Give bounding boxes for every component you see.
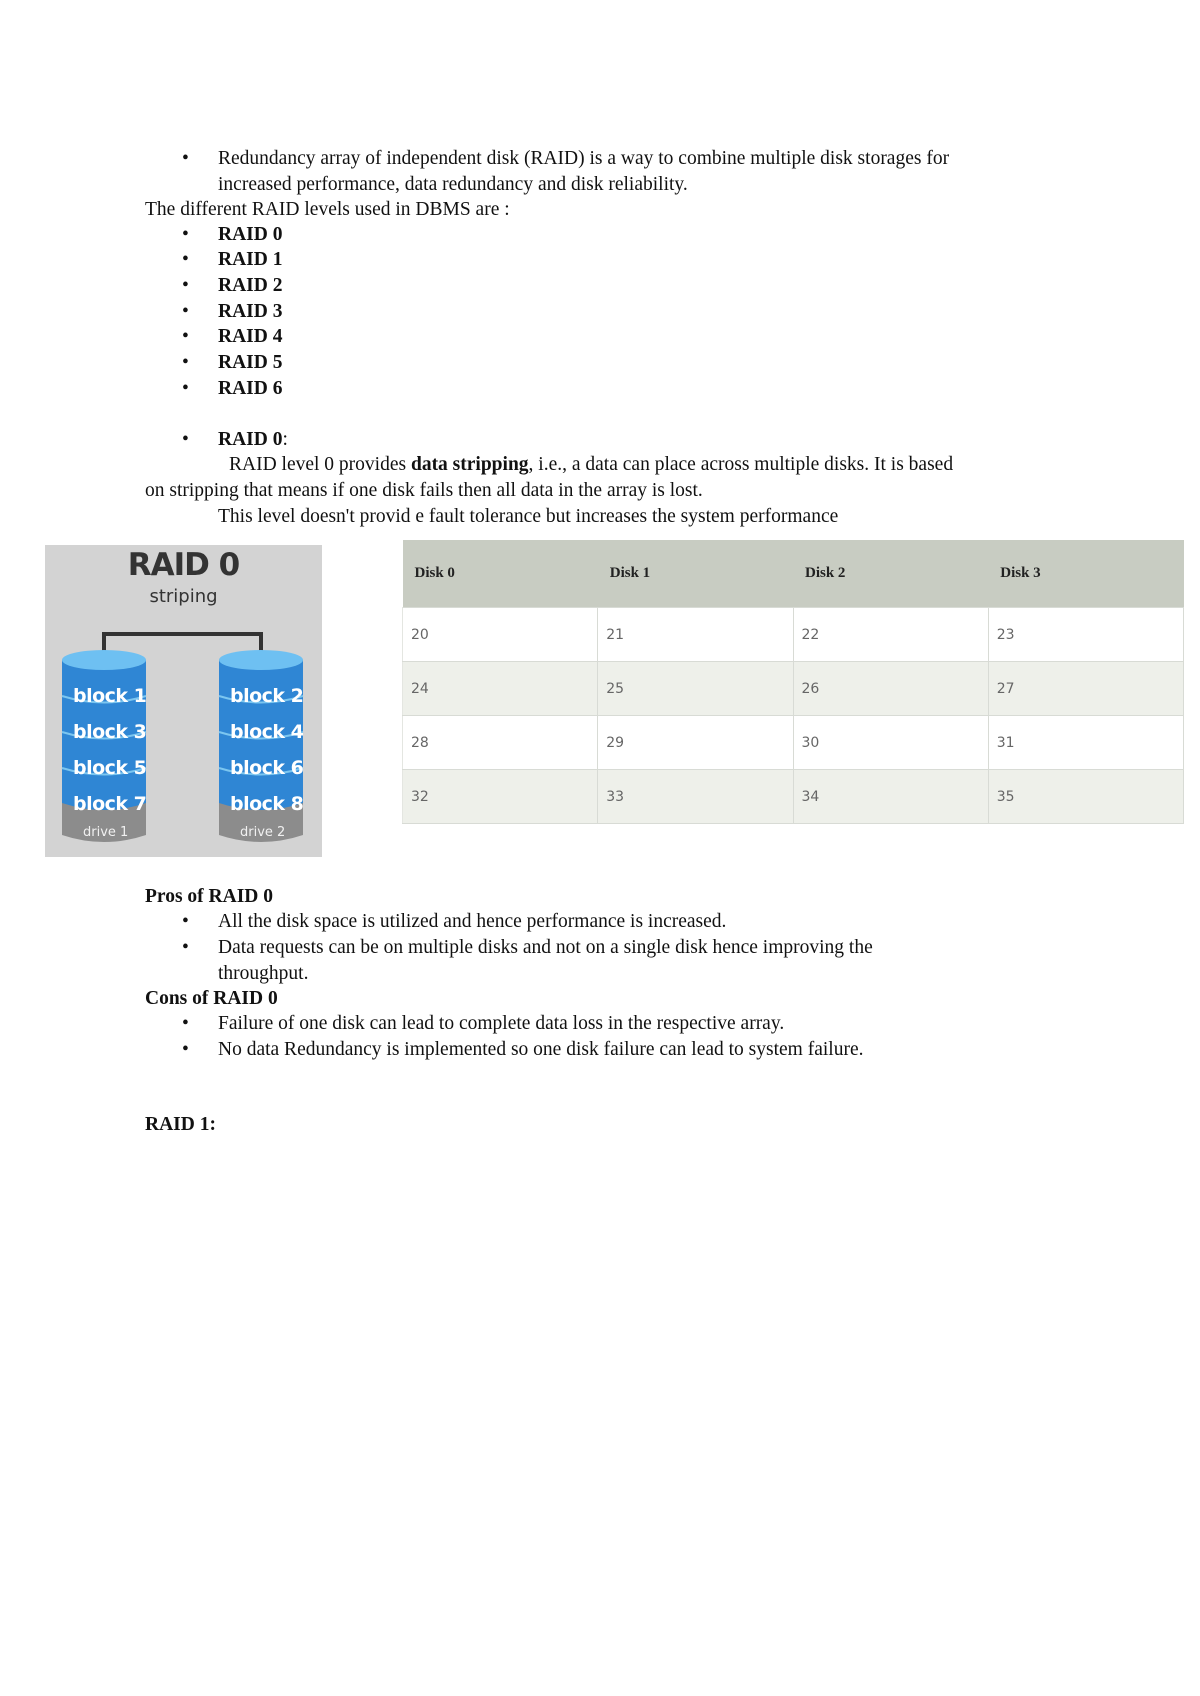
table-header: Disk 3 bbox=[988, 540, 1183, 608]
bullet-dot: • bbox=[182, 429, 189, 450]
table-cell: 29 bbox=[598, 716, 793, 770]
drive2-block-label: block 4 bbox=[230, 721, 304, 743]
table-row bbox=[403, 608, 1184, 662]
cons-item: Failure of one disk can lead to complete data loss in the respective array. bbox=[218, 1013, 785, 1034]
table-cell: 32 bbox=[403, 770, 598, 824]
raid1-heading: RAID 1: bbox=[145, 1114, 216, 1135]
drive1-block-label: block 5 bbox=[73, 757, 147, 779]
drive1-block-label: block 1 bbox=[73, 685, 147, 707]
intro-bullet-line2: increased performance, data redundancy and disk reliability. bbox=[218, 174, 688, 195]
table-header: Disk 2 bbox=[793, 540, 988, 608]
level-item: RAID 4 bbox=[218, 326, 283, 347]
bullet-dot: • bbox=[182, 911, 189, 932]
bullet-dot: • bbox=[182, 378, 189, 399]
drive2-block-label: block 8 bbox=[230, 793, 304, 815]
bullet-dot: • bbox=[182, 301, 189, 322]
level-item: RAID 2 bbox=[218, 275, 283, 296]
bullet-dot: • bbox=[182, 937, 189, 958]
table-cell: 26 bbox=[793, 662, 988, 716]
table-cell: 34 bbox=[793, 770, 988, 824]
drive1-block-label: block 7 bbox=[73, 793, 147, 815]
drive1-label: drive 1 bbox=[83, 825, 129, 840]
raid0-striping-figure bbox=[45, 545, 322, 857]
table-row bbox=[403, 770, 1184, 824]
drive2-block-label: block 6 bbox=[230, 757, 304, 779]
levels-intro: The different RAID levels used in DBMS are : bbox=[145, 199, 510, 220]
disk-striping-table bbox=[402, 540, 1184, 824]
level-item: RAID 6 bbox=[218, 378, 283, 399]
level-item: RAID 0 bbox=[218, 224, 283, 245]
raid0-desc-line1 bbox=[229, 452, 953, 478]
pros-item-line1: Data requests can be on multiple disks and not on a single disk hence improving the bbox=[218, 937, 873, 958]
drive2-label: drive 2 bbox=[240, 825, 286, 840]
pros-item-line2: throughput. bbox=[218, 963, 309, 984]
bullet-dot: • bbox=[182, 326, 189, 347]
figure-subtitle: striping bbox=[149, 586, 218, 607]
table-cell: 27 bbox=[988, 662, 1183, 716]
raid0-heading-text: RAID 0 bbox=[218, 429, 283, 450]
level-item: RAID 5 bbox=[218, 352, 283, 373]
raid0-desc-bold: data stripping bbox=[410, 454, 529, 475]
bullet-dot: • bbox=[182, 352, 189, 373]
bullet-dot: • bbox=[182, 1013, 189, 1034]
bullet-dot: • bbox=[182, 275, 189, 296]
raid0-heading-colon: : bbox=[282, 429, 288, 450]
table-header: Disk 0 bbox=[403, 540, 598, 608]
pros-item: All the disk space is utilized and hence performance is increased. bbox=[218, 911, 727, 932]
raid0-desc-line2: on stripping that means if one disk fails then all data in the array is lost. bbox=[145, 480, 703, 501]
table-row bbox=[403, 662, 1184, 716]
table-cell: 30 bbox=[793, 716, 988, 770]
table-cell: 20 bbox=[403, 608, 598, 662]
raid0-desc-post: , i.e., a data can place across multiple disks. It is based bbox=[528, 454, 954, 475]
cons-item: No data Redundancy is implemented so one disk failure can lead to system failure. bbox=[218, 1039, 864, 1060]
cons-heading: Cons of RAID 0 bbox=[145, 988, 278, 1009]
raid0-desc-pre: RAID level 0 provides bbox=[229, 454, 411, 475]
table-cell: 24 bbox=[403, 662, 598, 716]
raid0-desc-line3: This level doesn't provid e fault tolerance but increases the system performance bbox=[218, 506, 839, 527]
table-header-row bbox=[403, 540, 1184, 608]
level-item: RAID 1 bbox=[218, 249, 283, 270]
drive1-block-label: block 3 bbox=[73, 721, 147, 743]
table-cell: 31 bbox=[988, 716, 1183, 770]
table-cell: 33 bbox=[598, 770, 793, 824]
bullet-dot: • bbox=[182, 224, 189, 245]
drive2-block-label: block 2 bbox=[230, 685, 304, 707]
level-item: RAID 3 bbox=[218, 301, 283, 322]
bullet-dot: • bbox=[182, 249, 189, 270]
intro-bullet-line1: Redundancy array of independent disk (RAID) is a way to combine multiple disk storages for bbox=[218, 148, 950, 169]
table-cell: 23 bbox=[988, 608, 1183, 662]
figure-title: RAID 0 bbox=[127, 547, 240, 583]
table-header: Disk 1 bbox=[598, 540, 793, 608]
table-cell: 35 bbox=[988, 770, 1183, 824]
pros-heading: Pros of RAID 0 bbox=[145, 886, 274, 907]
bullet-dot: • bbox=[182, 148, 189, 169]
raid0-heading bbox=[218, 427, 288, 453]
table-row bbox=[403, 716, 1184, 770]
table-cell: 22 bbox=[793, 608, 988, 662]
bullet-dot: • bbox=[182, 1039, 189, 1060]
table-cell: 28 bbox=[403, 716, 598, 770]
table-cell: 21 bbox=[598, 608, 793, 662]
table-cell: 25 bbox=[598, 662, 793, 716]
